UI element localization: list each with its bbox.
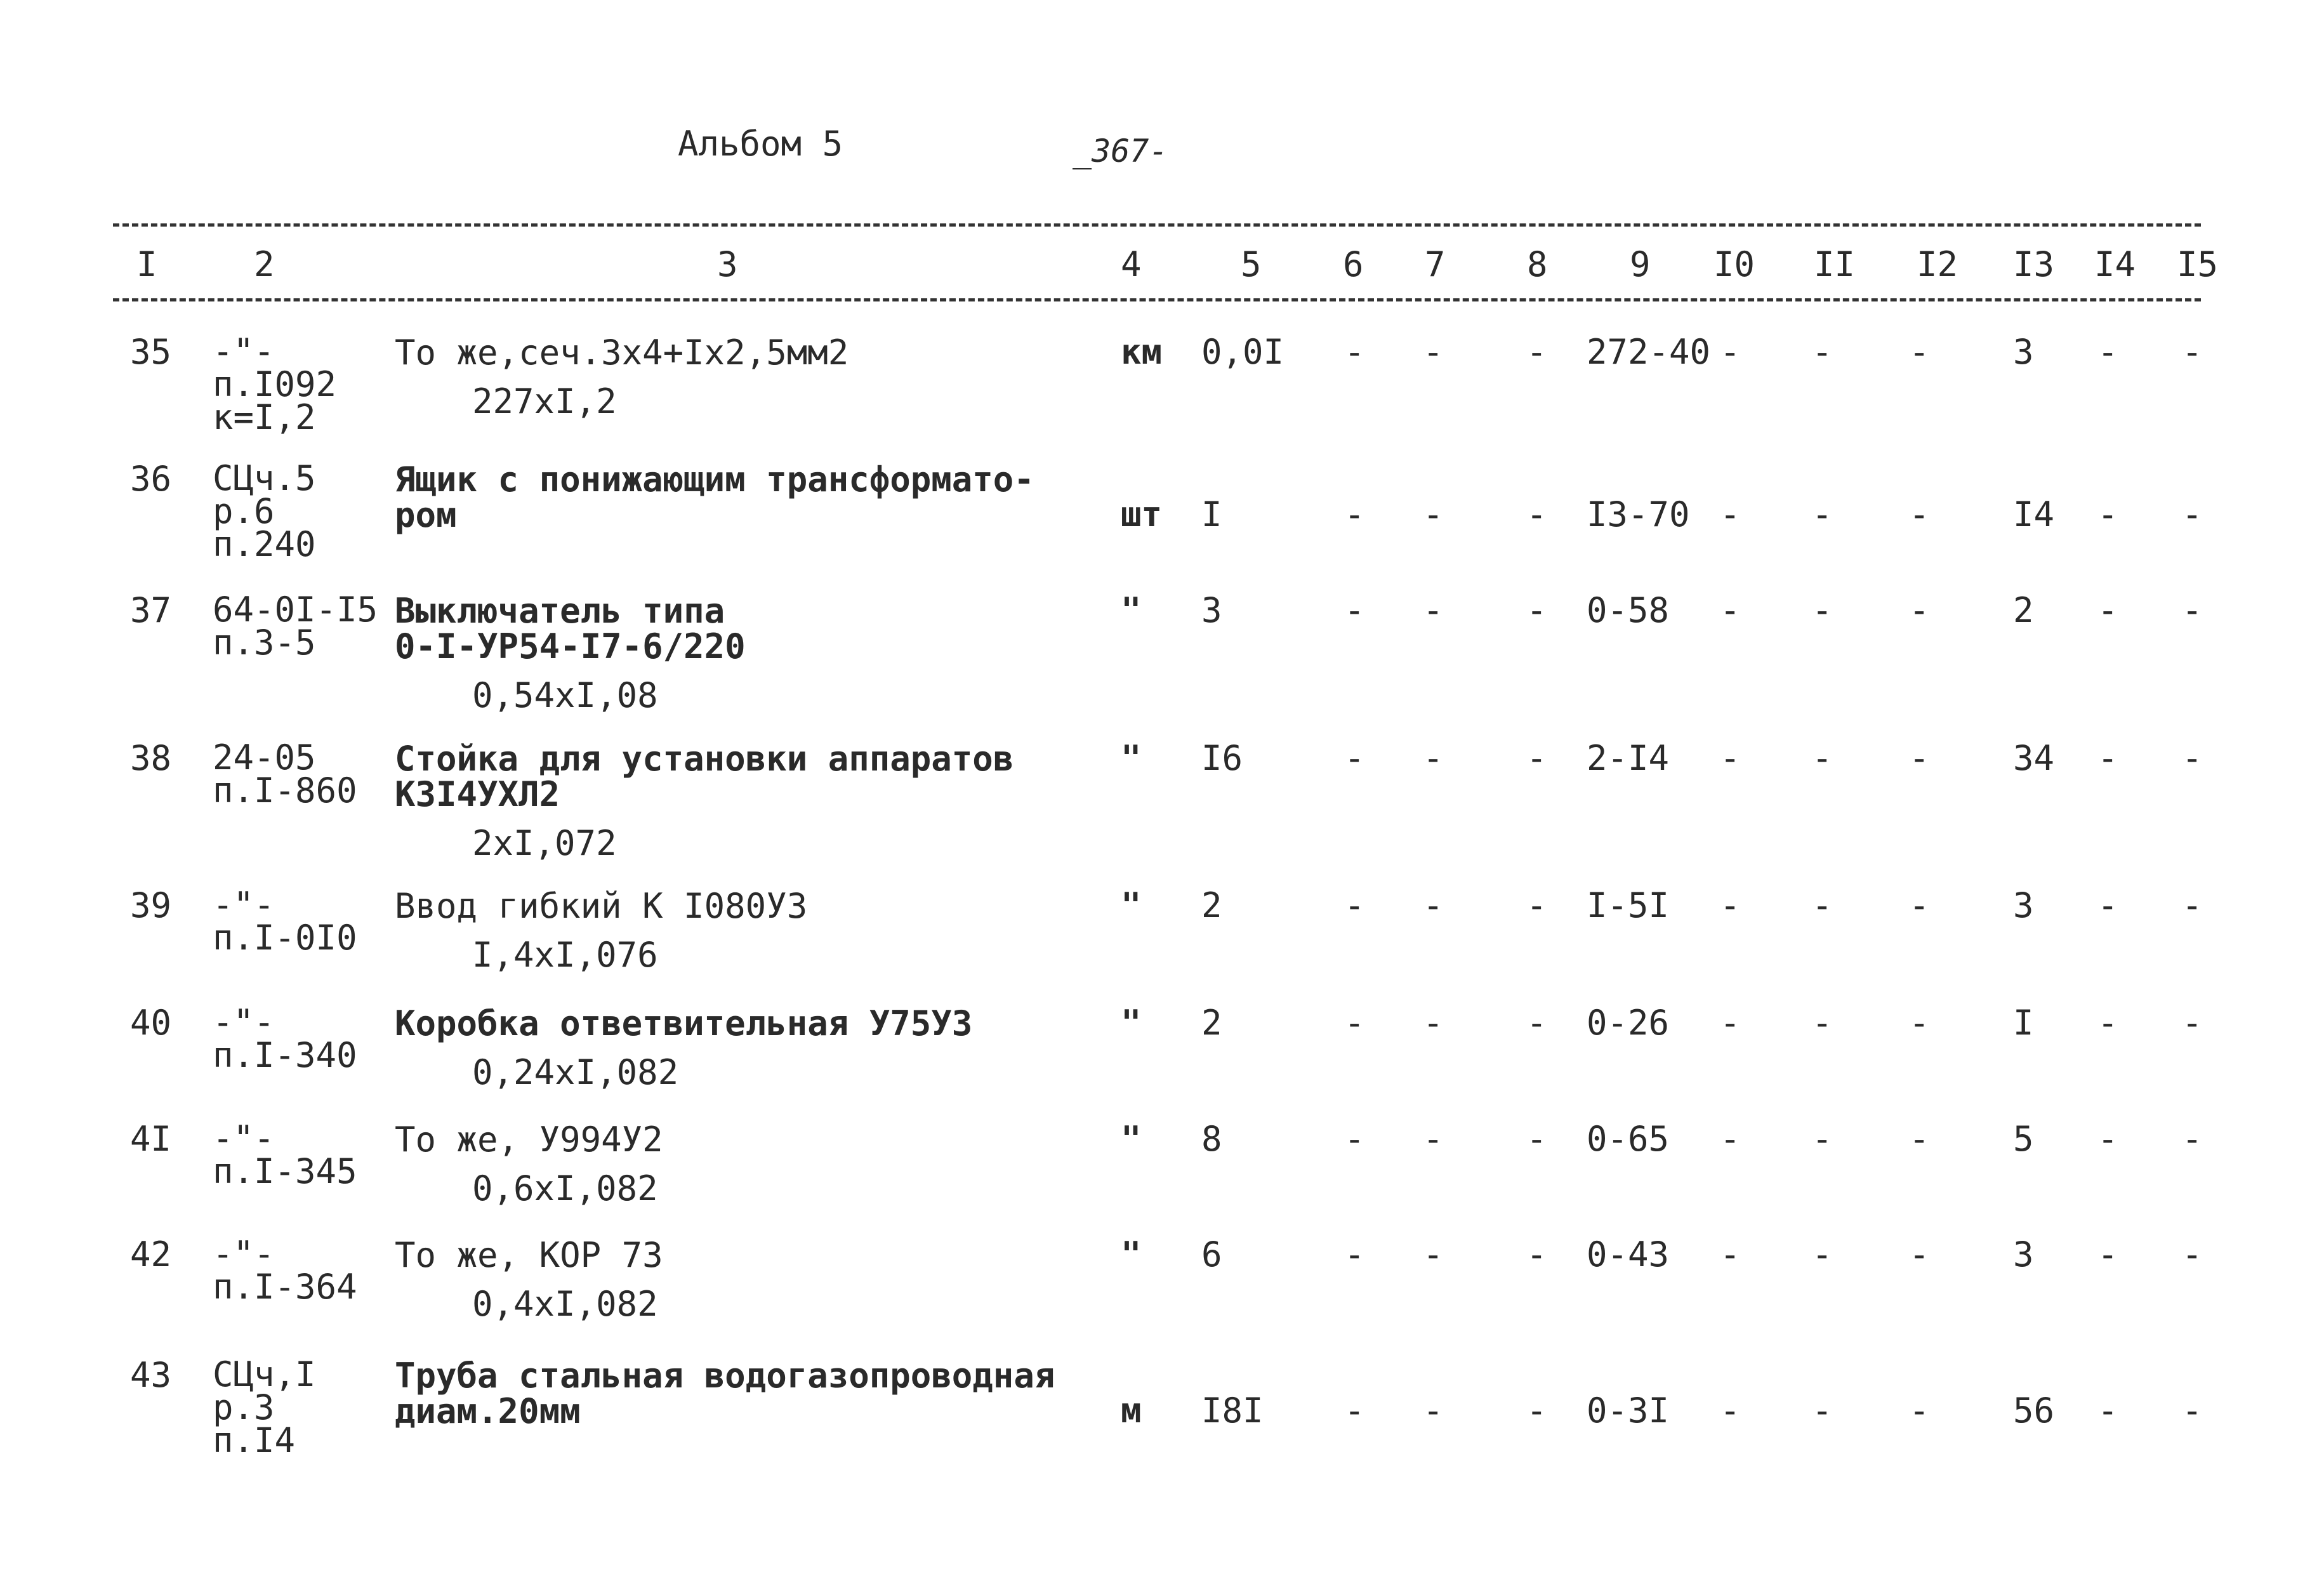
column-header: 5 xyxy=(1241,244,1262,284)
description-cell xyxy=(395,1235,663,1324)
col8-cell: - xyxy=(1526,332,1547,372)
col15-cell: - xyxy=(2182,332,2203,372)
quantity-cell: 0,0I xyxy=(1201,332,1284,372)
price-cell: 0-43 xyxy=(1587,1234,1670,1274)
column-header: 6 xyxy=(1343,244,1364,284)
row-number-cell: 36 xyxy=(130,459,172,499)
col13-cell: 56 xyxy=(2013,1391,2055,1431)
col11-cell: - xyxy=(1812,494,1833,534)
unit-cell: " xyxy=(1121,1119,1142,1159)
price-cell: 0-3I xyxy=(1587,1391,1670,1431)
column-header: I0 xyxy=(1713,244,1755,284)
quantity-cell: 2 xyxy=(1201,1003,1222,1043)
quantity-cell: 8 xyxy=(1201,1119,1222,1159)
column-header: 7 xyxy=(1425,244,1446,284)
reference-line: п.3-5 xyxy=(213,623,316,663)
col11-cell: - xyxy=(1812,590,1833,630)
description-cell xyxy=(395,593,746,713)
row-number-cell: 35 xyxy=(130,332,172,372)
description-line: Коробка ответвительная У75У3 xyxy=(395,1003,973,1043)
col12-cell: - xyxy=(1909,885,1930,925)
column-header: II xyxy=(1814,244,1856,284)
unit-cell: " xyxy=(1121,590,1142,630)
unit-cell: " xyxy=(1121,1234,1142,1274)
column-header: 9 xyxy=(1630,244,1651,284)
col10-cell: - xyxy=(1720,1003,1741,1043)
quantity-cell: I8I xyxy=(1201,1391,1264,1431)
col14-cell: - xyxy=(2097,738,2118,778)
reference-line: р.3 xyxy=(213,1387,275,1427)
reference-line: СЦч,I xyxy=(213,1354,316,1394)
row-number-cell: 42 xyxy=(130,1234,172,1274)
col6-cell: - xyxy=(1344,885,1365,925)
description-line: К3I4УХЛ2 xyxy=(395,774,560,814)
reference-line: -"- xyxy=(213,1118,275,1158)
col14-cell: - xyxy=(2097,1119,2118,1159)
description-line: 0-I-УР54-I7-6/220 xyxy=(395,626,746,666)
unit-cell: " xyxy=(1121,885,1142,925)
quantity-cell: I6 xyxy=(1201,738,1243,778)
unit-cell: м xyxy=(1121,1391,1142,1431)
col10-cell: - xyxy=(1720,332,1741,372)
col13-cell: 2 xyxy=(2013,590,2034,630)
col12-cell: - xyxy=(1909,1391,1930,1431)
column-header: I4 xyxy=(2094,244,2136,284)
column-header: 3 xyxy=(717,244,738,284)
column-header: I3 xyxy=(2013,244,2055,284)
calculation-note: 2xI,072 xyxy=(472,823,617,863)
description-cell xyxy=(395,462,1034,533)
col15-cell: - xyxy=(2182,1234,2203,1274)
col6-cell: - xyxy=(1344,1119,1365,1159)
description-cell xyxy=(395,335,848,419)
col12-cell: - xyxy=(1909,590,1930,630)
col13-cell: I xyxy=(2013,1003,2034,1043)
col14-cell: - xyxy=(2097,1003,2118,1043)
reference-cell xyxy=(213,590,378,663)
reference-line: п.I092 xyxy=(213,364,337,404)
column-header: 8 xyxy=(1527,244,1548,284)
description-cell xyxy=(395,1122,663,1206)
description-line: диам.20мм xyxy=(395,1391,581,1431)
calculation-note: 227xI,2 xyxy=(472,381,617,421)
col12-cell: - xyxy=(1909,1234,1930,1274)
col13-cell: I4 xyxy=(2013,494,2055,534)
col7-cell: - xyxy=(1423,494,1444,534)
row-number-cell: 37 xyxy=(130,590,172,630)
quantity-cell: I xyxy=(1201,494,1222,534)
col12-cell: - xyxy=(1909,738,1930,778)
col15-cell: - xyxy=(2182,590,2203,630)
calculation-note: 0,24xI,082 xyxy=(472,1052,679,1092)
description-line: То же, У994У2 xyxy=(395,1120,663,1160)
calculation-note: I,4xI,076 xyxy=(472,935,658,975)
col14-cell: - xyxy=(2097,590,2118,630)
price-cell: I-5I xyxy=(1587,885,1670,925)
col11-cell: - xyxy=(1812,738,1833,778)
description-line: То же,сеч.3x4+Ix2,5мм2 xyxy=(395,333,849,373)
reference-line: п.240 xyxy=(213,524,316,564)
description-cell xyxy=(395,1358,1055,1429)
col10-cell: - xyxy=(1720,1119,1741,1159)
col8-cell: - xyxy=(1526,1391,1547,1431)
description-cell xyxy=(395,741,1013,861)
col6-cell: - xyxy=(1344,590,1365,630)
col13-cell: 3 xyxy=(2013,885,2034,925)
col14-cell: - xyxy=(2097,1234,2118,1274)
row-number-cell: 38 xyxy=(130,738,172,778)
col8-cell: - xyxy=(1526,590,1547,630)
reference-line: р.6 xyxy=(213,491,275,531)
col7-cell: - xyxy=(1423,590,1444,630)
col12-cell: - xyxy=(1909,1003,1930,1043)
column-header: I5 xyxy=(2177,244,2219,284)
price-cell: 272-40 xyxy=(1587,332,1711,372)
col6-cell: - xyxy=(1344,738,1365,778)
calculation-note: 0,54xI,08 xyxy=(472,675,658,715)
col7-cell: - xyxy=(1423,1003,1444,1043)
col8-cell: - xyxy=(1526,738,1547,778)
reference-line: 24-05 xyxy=(213,737,316,777)
quantity-cell: 3 xyxy=(1201,590,1222,630)
column-header: 2 xyxy=(254,244,275,284)
col11-cell: - xyxy=(1812,1119,1833,1159)
quantity-cell: 6 xyxy=(1201,1234,1222,1274)
reference-line: п.I4 xyxy=(213,1420,296,1460)
col10-cell: - xyxy=(1720,494,1741,534)
album-title: Альбом 5 xyxy=(678,124,843,164)
col12-cell: - xyxy=(1909,494,1930,534)
unit-cell: шт xyxy=(1121,494,1163,534)
unit-cell: " xyxy=(1121,738,1142,778)
col15-cell: - xyxy=(2182,494,2203,534)
reference-line: п.I-340 xyxy=(213,1035,357,1075)
reference-line: -"- xyxy=(213,331,275,371)
reference-cell xyxy=(213,331,337,437)
col10-cell: - xyxy=(1720,885,1741,925)
column-header: I xyxy=(136,244,157,284)
price-cell: 0-58 xyxy=(1587,590,1670,630)
price-cell: 0-65 xyxy=(1587,1119,1670,1159)
col14-cell: - xyxy=(2097,885,2118,925)
col8-cell: - xyxy=(1526,1119,1547,1159)
col11-cell: - xyxy=(1812,1234,1833,1274)
description-line: Выключатель типа xyxy=(395,591,725,631)
col15-cell: - xyxy=(2182,1391,2203,1431)
col13-cell: 3 xyxy=(2013,332,2034,372)
col6-cell: - xyxy=(1344,1234,1365,1274)
col6-cell: - xyxy=(1344,1391,1365,1431)
col15-cell: - xyxy=(2182,738,2203,778)
reference-line: п.I-345 xyxy=(213,1151,357,1191)
unit-cell: км xyxy=(1121,332,1163,372)
reference-line: -"- xyxy=(213,1002,275,1042)
row-number-cell: 39 xyxy=(130,885,172,925)
col11-cell: - xyxy=(1812,1003,1833,1043)
page-number: _367- xyxy=(1073,133,1168,169)
quantity-cell: 2 xyxy=(1201,885,1222,925)
reference-cell xyxy=(213,1354,316,1460)
calculation-note: 0,6xI,082 xyxy=(472,1168,658,1208)
description-line: Ввод гибкий К I080У3 xyxy=(395,886,808,926)
col12-cell: - xyxy=(1909,1119,1930,1159)
row-number-cell: 40 xyxy=(130,1003,172,1043)
reference-line: 64-0I-I5 xyxy=(213,590,378,630)
price-cell: 0-26 xyxy=(1587,1003,1670,1043)
reference-line: п.I-364 xyxy=(213,1267,357,1307)
reference-cell xyxy=(213,458,316,564)
reference-line: п.I-0I0 xyxy=(213,918,357,958)
description-line: ром xyxy=(395,495,457,535)
reference-cell xyxy=(213,1002,357,1075)
description-line: То же, КОР 73 xyxy=(395,1235,663,1275)
description-cell xyxy=(395,1003,973,1092)
col13-cell: 34 xyxy=(2013,738,2055,778)
col11-cell: - xyxy=(1812,885,1833,925)
col6-cell: - xyxy=(1344,332,1365,372)
unit-cell: " xyxy=(1121,1003,1142,1043)
col7-cell: - xyxy=(1423,1391,1444,1431)
col13-cell: 3 xyxy=(2013,1234,2034,1274)
col14-cell: - xyxy=(2097,1391,2118,1431)
price-cell: I3-70 xyxy=(1587,494,1690,534)
col8-cell: - xyxy=(1526,494,1547,534)
col6-cell: - xyxy=(1344,494,1365,534)
col15-cell: - xyxy=(2182,1003,2203,1043)
description-line: Стойка для установки аппаратов xyxy=(395,739,1014,779)
reference-cell xyxy=(213,1234,357,1307)
description-line: Ящик с понижающим трансформато- xyxy=(395,460,1034,499)
calculation-note: 0,4xI,082 xyxy=(472,1284,658,1324)
col11-cell: - xyxy=(1812,332,1833,372)
col8-cell: - xyxy=(1526,1234,1547,1274)
col10-cell: - xyxy=(1720,1391,1741,1431)
description-cell xyxy=(395,886,808,975)
row-number-cell: 4I xyxy=(130,1119,172,1159)
price-cell: 2-I4 xyxy=(1587,738,1670,778)
col10-cell: - xyxy=(1720,590,1741,630)
col10-cell: - xyxy=(1720,1234,1741,1274)
reference-line: п.I-860 xyxy=(213,770,357,810)
col7-cell: - xyxy=(1423,332,1444,372)
col7-cell: - xyxy=(1423,738,1444,778)
column-header: 4 xyxy=(1121,244,1142,284)
col8-cell: - xyxy=(1526,1003,1547,1043)
reference-cell xyxy=(213,737,357,810)
col7-cell: - xyxy=(1423,885,1444,925)
col10-cell: - xyxy=(1720,738,1741,778)
row-number-cell: 43 xyxy=(130,1355,172,1395)
col11-cell: - xyxy=(1812,1391,1833,1431)
col8-cell: - xyxy=(1526,885,1547,925)
description-line: Труба стальная водогазопроводная xyxy=(395,1356,1055,1396)
col15-cell: - xyxy=(2182,1119,2203,1159)
column-header: I2 xyxy=(1917,244,1958,284)
reference-line: СЦч.5 xyxy=(213,458,316,498)
col6-cell: - xyxy=(1344,1003,1365,1043)
reference-line: -"- xyxy=(213,885,275,925)
reference-line: -"- xyxy=(213,1234,275,1274)
reference-cell xyxy=(213,1118,357,1191)
reference-line: к=I,2 xyxy=(213,397,316,437)
col14-cell: - xyxy=(2097,332,2118,372)
col13-cell: 5 xyxy=(2013,1119,2034,1159)
col12-cell: - xyxy=(1909,332,1930,372)
col7-cell: - xyxy=(1423,1234,1444,1274)
col15-cell: - xyxy=(2182,885,2203,925)
reference-cell xyxy=(213,885,357,958)
col7-cell: - xyxy=(1423,1119,1444,1159)
col14-cell: - xyxy=(2097,494,2118,534)
